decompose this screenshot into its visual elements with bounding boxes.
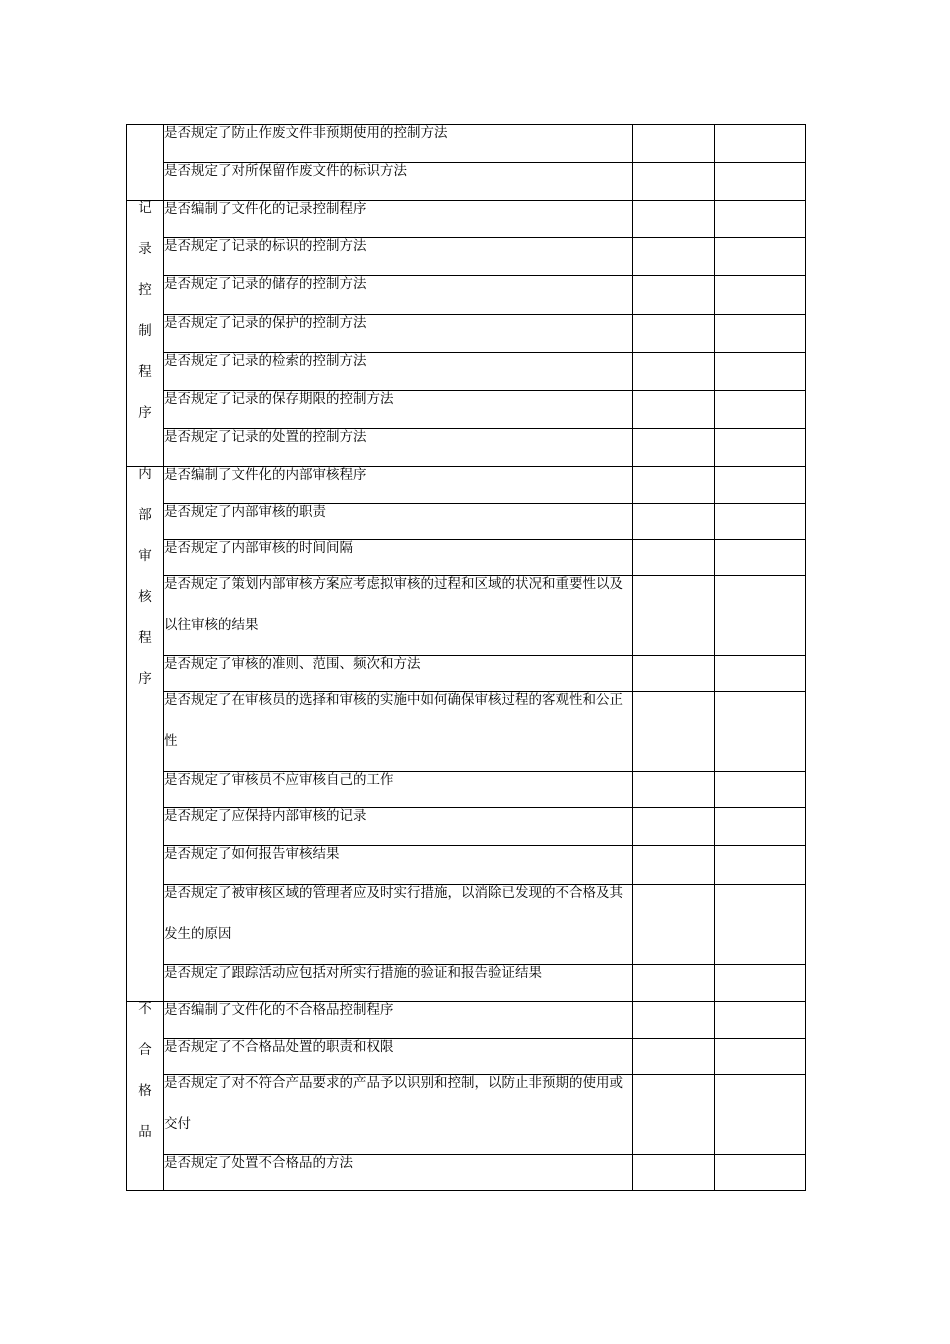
checklist-item-text: 是否规定了记录的储存的控制方法 — [164, 276, 367, 292]
checklist-item-text: 是否规定了对所保留作废文件的标识方法 — [164, 163, 407, 179]
result-cell[interactable] — [633, 504, 715, 540]
remark-cell[interactable] — [715, 1039, 806, 1075]
remark-cell[interactable] — [715, 656, 806, 692]
remark-cell[interactable] — [715, 467, 806, 504]
remark-cell[interactable] — [715, 965, 806, 1002]
remark-cell[interactable] — [715, 504, 806, 540]
remark-cell[interactable] — [715, 276, 806, 315]
checklist-item-text: 是否规定了如何报告审核结果 — [164, 846, 340, 862]
remark-cell[interactable] — [715, 201, 806, 238]
checklist-item-text: 是否规定了不合格品处置的职责和权限 — [164, 1039, 394, 1055]
result-cell[interactable] — [633, 391, 715, 429]
remark-cell[interactable] — [715, 846, 806, 885]
result-cell[interactable] — [633, 201, 715, 238]
table-row — [127, 1155, 806, 1191]
checklist-item-text: 是否规定了被审核区域的管理者应及时实行措施，以消除已发现的不合格及其发生的原因 — [164, 885, 623, 942]
result-cell[interactable] — [633, 125, 715, 163]
checklist-item-text: 是否规定了处置不合格品的方法 — [164, 1155, 353, 1171]
checklist-item-text: 是否规定了记录的检索的控制方法 — [164, 353, 367, 369]
audit-checklist-table — [126, 124, 806, 1191]
category-cell — [127, 467, 164, 1002]
result-cell[interactable] — [633, 1002, 715, 1039]
checklist-item-text: 是否编制了文件化的不合格品控制程序 — [164, 1002, 394, 1018]
result-cell[interactable] — [633, 1155, 715, 1191]
category-label: 不 合 格 品 — [138, 1001, 152, 1140]
checklist-item-text: 是否规定了防止作废文件非预期使用的控制方法 — [164, 125, 448, 141]
result-cell[interactable] — [633, 885, 715, 965]
checklist-body — [127, 125, 806, 1191]
checklist-item-text: 是否规定了内部审核的时间间隔 — [164, 540, 353, 556]
result-cell[interactable] — [633, 692, 715, 772]
checklist-item-text: 是否规定了记录的保存期限的控制方法 — [164, 391, 394, 407]
category-label: 内 部 审 核 程 序 — [138, 466, 152, 687]
checklist-item-text: 是否规定了应保持内部审核的记录 — [164, 808, 367, 824]
result-cell[interactable] — [633, 965, 715, 1002]
result-cell[interactable] — [633, 238, 715, 276]
result-cell[interactable] — [633, 1075, 715, 1155]
result-cell[interactable] — [633, 540, 715, 576]
result-cell[interactable] — [633, 846, 715, 885]
remark-cell[interactable] — [715, 125, 806, 163]
remark-cell[interactable] — [715, 692, 806, 772]
result-cell[interactable] — [633, 429, 715, 467]
remark-cell[interactable] — [715, 808, 806, 846]
result-cell[interactable] — [633, 808, 715, 846]
remark-cell[interactable] — [715, 429, 806, 467]
category-label: 记 录 控 制 程 序 — [138, 200, 152, 421]
remark-cell[interactable] — [715, 772, 806, 808]
remark-cell[interactable] — [715, 238, 806, 276]
checklist-item-text: 是否规定了记录的标识的控制方法 — [164, 238, 367, 254]
result-cell[interactable] — [633, 276, 715, 315]
checklist-item-text: 是否规定了审核员不应审核自己的工作 — [164, 772, 394, 788]
remark-cell[interactable] — [715, 353, 806, 391]
result-cell[interactable] — [633, 576, 715, 656]
category-cell — [127, 201, 164, 467]
checklist-item-text: 是否规定了在审核员的选择和审核的实施中如何确保审核过程的客观性和公正性 — [164, 692, 623, 749]
result-cell[interactable] — [633, 656, 715, 692]
checklist-item-text: 是否编制了文件化的内部审核程序 — [164, 467, 367, 483]
result-cell[interactable] — [633, 353, 715, 391]
checklist-item-text: 是否规定了策划内部审核方案应考虑拟审核的过程和区域的状况和重要性以及以往审核的结果 — [164, 576, 623, 633]
checklist-item-text: 是否规定了记录的处置的控制方法 — [164, 429, 367, 445]
remark-cell[interactable] — [715, 1155, 806, 1191]
checklist-item-text: 是否编制了文件化的记录控制程序 — [164, 201, 367, 217]
remark-cell[interactable] — [715, 1075, 806, 1155]
result-cell[interactable] — [633, 163, 715, 201]
remark-cell[interactable] — [715, 1002, 806, 1039]
result-cell[interactable] — [633, 467, 715, 504]
checklist-item-text: 是否规定了跟踪活动应包括对所实行措施的验证和报告验证结果 — [164, 965, 542, 981]
remark-cell[interactable] — [715, 576, 806, 656]
checklist-item-text: 是否规定了内部审核的职责 — [164, 504, 326, 520]
category-cell — [127, 1002, 164, 1191]
checklist-item-text: 是否规定了记录的保护的控制方法 — [164, 315, 367, 331]
result-cell[interactable] — [633, 1039, 715, 1075]
checklist-item-text: 是否规定了审核的准则、范围、频次和方法 — [164, 656, 421, 672]
checklist-item-text: 是否规定了对不符合产品要求的产品予以识别和控制，以防止非预期的使用或交付 — [164, 1075, 623, 1132]
result-cell[interactable] — [633, 315, 715, 353]
checklist-item-cell — [164, 1155, 633, 1191]
result-cell[interactable] — [633, 772, 715, 808]
remark-cell[interactable] — [715, 391, 806, 429]
remark-cell[interactable] — [715, 315, 806, 353]
remark-cell[interactable] — [715, 885, 806, 965]
remark-cell[interactable] — [715, 540, 806, 576]
remark-cell[interactable] — [715, 163, 806, 201]
